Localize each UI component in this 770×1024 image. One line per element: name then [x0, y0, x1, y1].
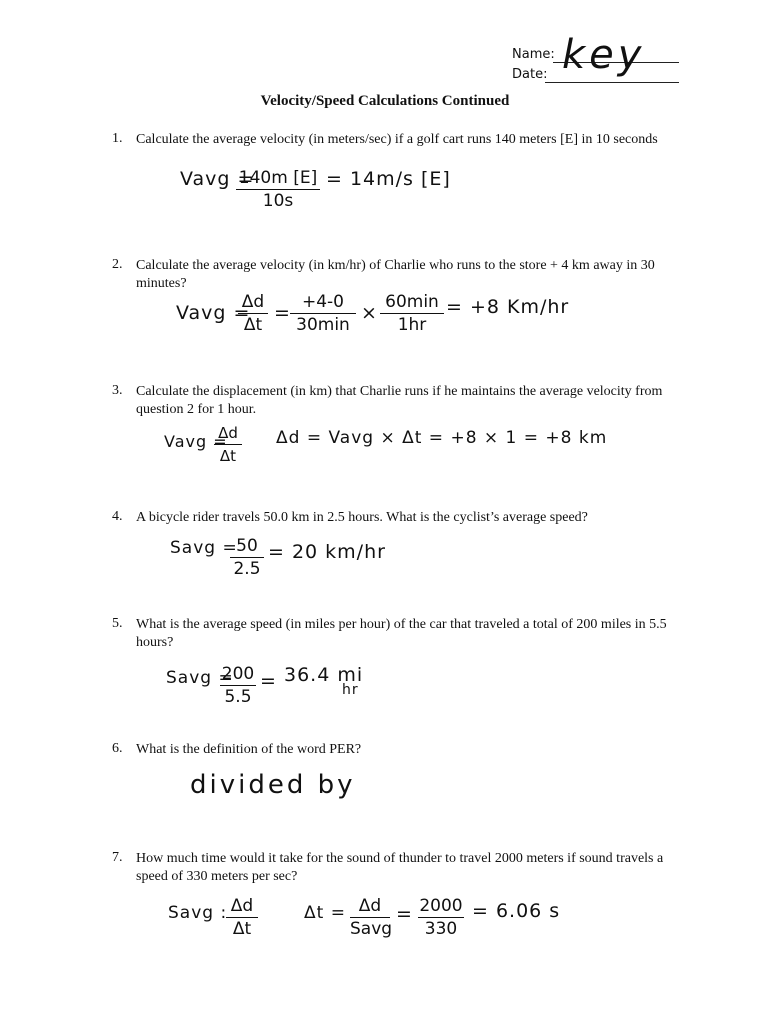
- answer-work: Δd = Vavg × Δt = +8 × 1 = +8 km: [276, 428, 608, 448]
- fraction-numerator: +4-0: [301, 292, 344, 312]
- fraction-numerator: Δd: [230, 896, 254, 916]
- fraction-numerator: Δd: [241, 292, 265, 312]
- question-text: Calculate the average velocity (in km/hr) of Charlie who runs to the store + 4 km away in 30 minutes?: [136, 258, 655, 291]
- question-number: 5.: [112, 616, 123, 631]
- fraction-numerator: 50: [236, 536, 258, 556]
- question-text: Calculate the average velocity (in meters/sec) if a golf cart runs 140 meters [E] in 10 seconds: [136, 132, 658, 147]
- answer-equals: =: [274, 302, 291, 324]
- answer-result-value: 36.4 mi: [284, 664, 364, 686]
- handwritten-name: key: [562, 32, 646, 78]
- fraction-bar: [236, 189, 320, 190]
- question-number: 6.: [112, 741, 123, 756]
- name-label: Name:: [512, 47, 555, 62]
- question-number: 3.: [112, 383, 123, 398]
- answer-fraction: [220, 664, 256, 707]
- fraction-numerator: Δd: [358, 896, 382, 916]
- question-number: 7.: [112, 850, 123, 865]
- answer-result: = 14m/s [E]: [326, 168, 451, 190]
- answer-fraction: [380, 292, 444, 335]
- fraction-bar: [238, 313, 268, 314]
- answer-lhs: Savg =: [170, 538, 238, 558]
- answer-fraction: [238, 292, 268, 335]
- fraction-denominator: Δt: [232, 919, 252, 939]
- fraction-denominator: Savg: [350, 919, 393, 939]
- answer-lhs: Vavg =: [180, 168, 255, 190]
- answer-fraction: [290, 292, 356, 335]
- fraction-bar: [380, 313, 444, 314]
- fraction-numerator: 200: [221, 664, 255, 684]
- answer-result: divided by: [190, 770, 356, 800]
- answer-lhs: Vavg =: [164, 432, 228, 451]
- answer-fraction: [230, 536, 264, 579]
- fraction-numerator: 140m [E]: [238, 168, 318, 188]
- fraction-denominator: 330: [424, 919, 458, 939]
- fraction-bar: [230, 557, 264, 558]
- question-text: What is the average speed (in miles per hour) of the car that traveled a total of 200 miles in 5.5 hours?: [136, 617, 667, 650]
- fraction-denominator: Δt: [243, 315, 263, 335]
- date-label: Date:: [512, 67, 548, 82]
- question-text: How much time would it take for the sound of thunder to travel 2000 meters if sound travels a speed of 330 meters per sec?: [136, 851, 664, 884]
- answer-lhs-2: Δt =: [304, 903, 346, 923]
- answer-lhs: Savg =: [166, 668, 234, 688]
- answer-fraction: [418, 896, 464, 939]
- answer-times: ×: [361, 302, 378, 324]
- question-number: 4.: [112, 509, 123, 524]
- fraction-bar: [214, 444, 242, 445]
- question-number: 1.: [112, 131, 123, 146]
- answer-result: = 20 km/hr: [268, 541, 386, 563]
- fraction-bar: [226, 917, 258, 918]
- answer-lhs: Savg :: [168, 903, 228, 923]
- answer-result: = +8 Km/hr: [446, 296, 570, 318]
- answer-result-unit: hr: [342, 682, 359, 698]
- fraction-denominator: 1hr: [397, 315, 427, 335]
- fraction-bar: [220, 685, 256, 686]
- answer-fraction: [350, 896, 393, 939]
- date-underline: [545, 82, 679, 83]
- question-text: What is the definition of the word PER?: [136, 742, 362, 757]
- question-text: A bicycle rider travels 50.0 km in 2.5 hours. What is the cyclist’s average speed?: [136, 510, 588, 525]
- fraction-denominator: 5.5: [224, 687, 252, 707]
- page-title: Velocity/Speed Calculations Continued: [260, 93, 510, 109]
- answer-equals: =: [260, 670, 277, 692]
- fraction-numerator: 2000: [419, 896, 463, 916]
- fraction-denominator: 10s: [262, 191, 294, 211]
- fraction-bar: [350, 917, 390, 918]
- fraction-bar: [290, 313, 356, 314]
- answer-fraction: [236, 168, 320, 211]
- fraction-numerator: 60min: [385, 292, 439, 312]
- answer-lhs: Vavg =: [176, 302, 251, 324]
- answer-result: = 6.06 s: [472, 900, 561, 922]
- fraction-bar: [418, 917, 464, 918]
- answer-fraction: [226, 896, 258, 939]
- answer-fraction: [214, 423, 242, 466]
- fraction-denominator: Δt: [219, 447, 237, 465]
- question-text: Calculate the displacement (in km) that Charlie runs if he maintains the average velocity from question 2 for 1 hour.: [136, 384, 663, 417]
- question-number: 2.: [112, 257, 123, 272]
- fraction-numerator: Δd: [218, 424, 238, 442]
- fraction-denominator: 30min: [296, 315, 350, 335]
- fraction-denominator: 2.5: [233, 559, 261, 579]
- answer-equals: =: [396, 903, 413, 925]
